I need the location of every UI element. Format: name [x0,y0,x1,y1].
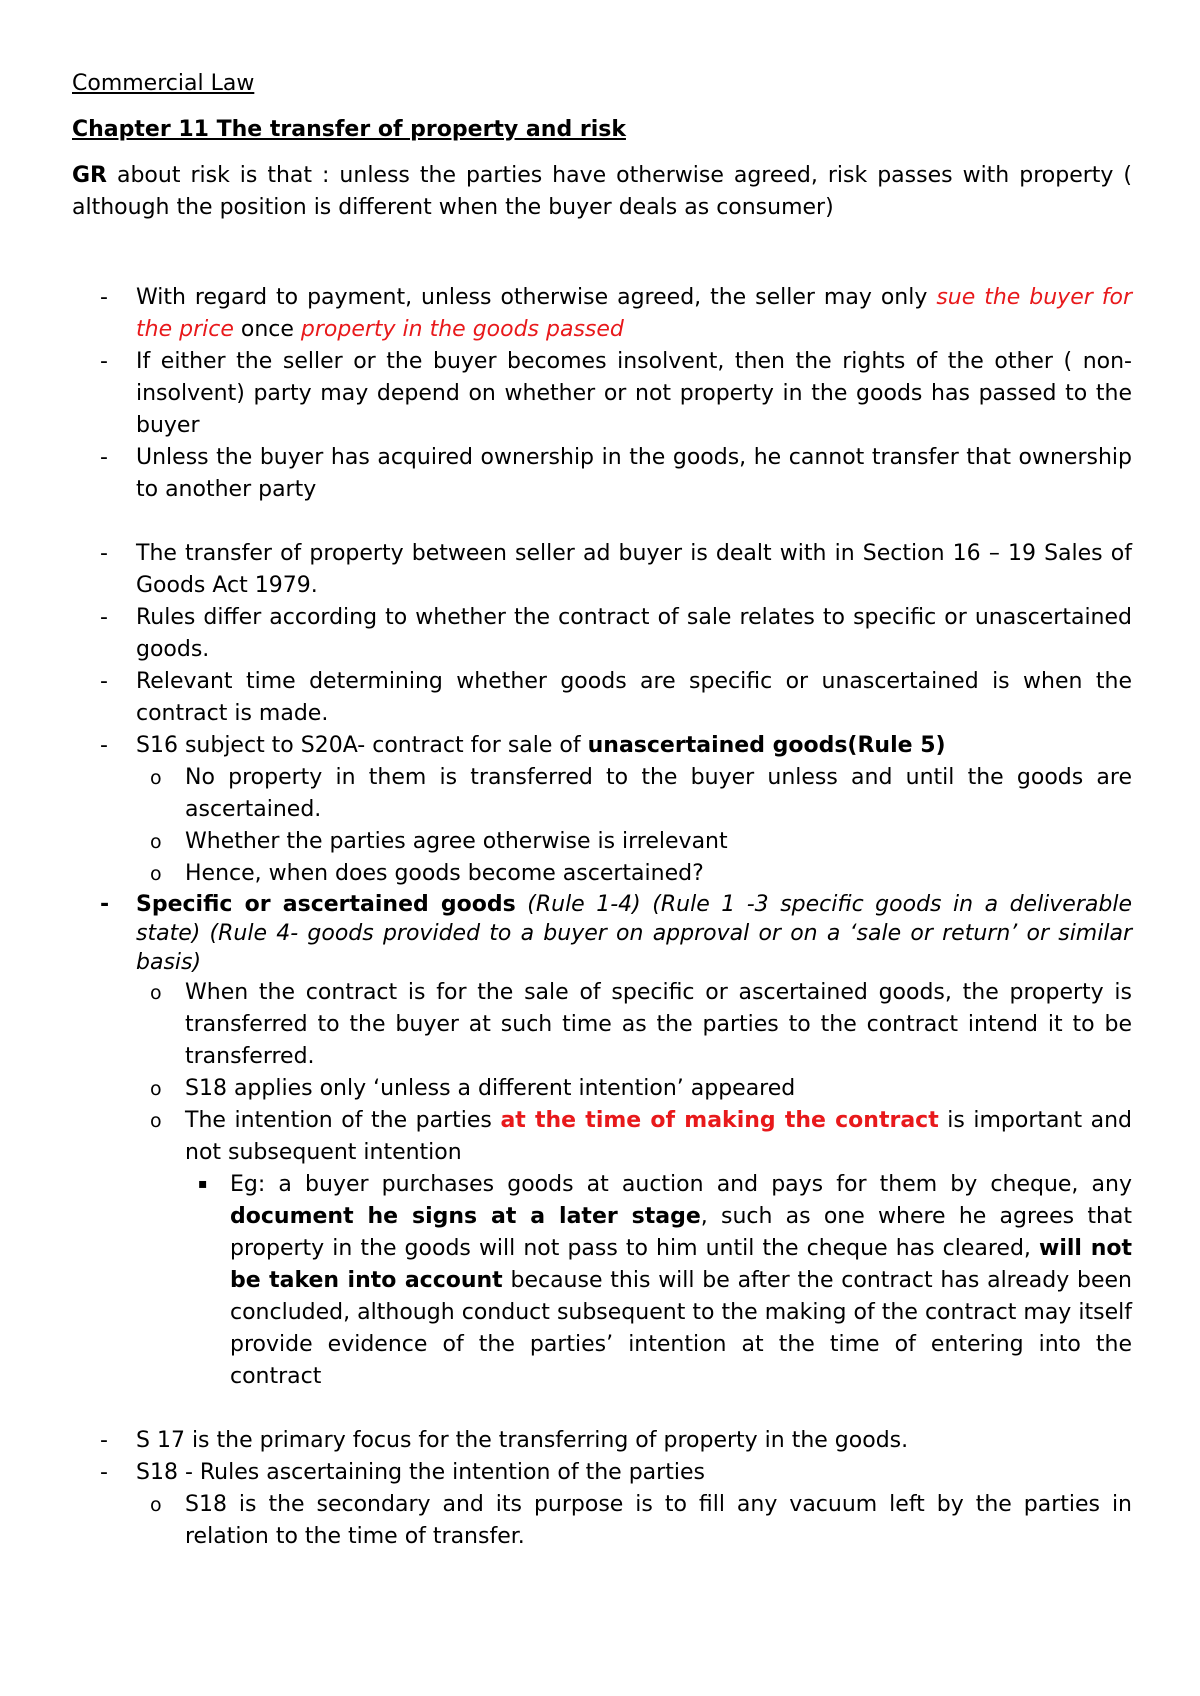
list-item: - If either the seller or the buyer becomes insolvent, then the rights of the other ( non- insolvent) party may depend on whether or not property in the goods has passed to the buyer [72,346,1132,442]
circle-marker: o [150,1494,162,1516]
list-item: - S16 subject to S20A- contract for sale of unascertained goods(Rule 5) [72,730,1132,762]
sub-list-item: o Whether the parties agree otherwise is irrelevant [72,826,1132,858]
list-item: - Rules differ according to whether the contract of sale relates to specific or unascertained goods. [72,602,1132,666]
sub-list-item: o Hence, when does goods become ascertained? [72,858,1132,890]
dash-marker: - [100,541,108,566]
dash-marker: - [100,605,108,630]
list-item: - S 17 is the primary focus for the transferring of property in the goods. [72,1425,1132,1457]
list-item: - With regard to payment, unless otherwise agreed, the seller may only sue the buyer for the price once property in the goods passed [72,282,1132,346]
dash-marker: - [100,285,108,310]
intro-paragraph: GR about risk is that : unless the parties have otherwise agreed, risk passes with property ( although the position is different when the buyer deals as consumer) [72,163,1132,220]
sub-sub-list-item: ▪ Eg: a buyer purchases goods at auction and pays for them by cheque, any document he signs at a later stage, such as one where he agrees that property in the goods will not pass to him until the cheque has cleared, will not be taken into account because this will be after the contract has already been concluded, although conduct subsequent to the making of the contract may itself provide evidence of the parties’ intention at the time of entering into the contract [72,1169,1132,1393]
dash-marker: - [100,733,108,758]
square-marker: ▪ [198,1176,208,1192]
list-item: - Unless the buyer has acquired ownership in the goods, he cannot transfer that ownership to another party [72,442,1132,506]
list-item: - Specific or ascertained goods (Rule 1-4) (Rule 1 -3 specific goods in a deliverable state) (Rule 4- goods provided to a buyer on approval or on a ‘sale or return’ or similar basis) [100,892,1132,975]
sub-list-item: o The intention of the parties at the time of making the contract is important and not subsequent intention [72,1105,1132,1169]
dash-marker: - [100,892,110,917]
spacer [72,256,1132,282]
circle-marker: o [150,863,162,885]
emphasis-text: property in the goods passed [300,317,624,342]
spacer [72,1393,1132,1425]
emphasis-text: at the time of making the contract [500,1108,939,1133]
bullet-list-1 [72,282,1132,506]
circle-marker: o [150,982,162,1004]
dash-marker: - [100,349,108,374]
dash-marker: - [100,1460,108,1485]
document-title: Commercial Law [72,71,255,96]
circle-marker: o [150,1110,162,1132]
dash-marker: - [100,1428,108,1453]
sub-list-item: o No property in them is transferred to the buyer unless and until the goods are ascertained. [72,762,1132,826]
bullet-list-2 [72,538,1132,1393]
sub-list-item: o S18 applies only ‘unless a different intention’ appeared [72,1073,1132,1105]
bullet-list-3 [72,1425,1132,1553]
dash-marker: - [100,669,108,694]
list-item: - The transfer of property between seller ad buyer is dealt with in Section 16 – 19 Sales of Goods Act 1979. [72,538,1132,602]
emphasis-text: sue the buyer for the price [136,285,1132,342]
dash-marker: - [100,445,108,470]
circle-marker: o [150,831,162,853]
chapter-heading: Chapter 11 The transfer of property and risk [72,117,626,142]
sub-list-item: o S18 is the secondary and its purpose is to fill any vacuum left by the parties in relation to the time of transfer. [72,1489,1132,1553]
circle-marker: o [150,1078,162,1100]
spacer [72,224,1132,256]
list-item: - Relevant time determining whether goods are specific or unascertained is when the contract is made. [72,666,1132,730]
sub-list-item: o When the contract is for the sale of specific or ascertained goods, the property is transferred to the buyer at such time as the parties to the contract intend it to be transferred. [72,977,1132,1073]
list-item: - S18 - Rules ascertaining the intention of the parties [72,1457,1132,1489]
spacer [72,506,1132,538]
circle-marker: o [150,767,162,789]
